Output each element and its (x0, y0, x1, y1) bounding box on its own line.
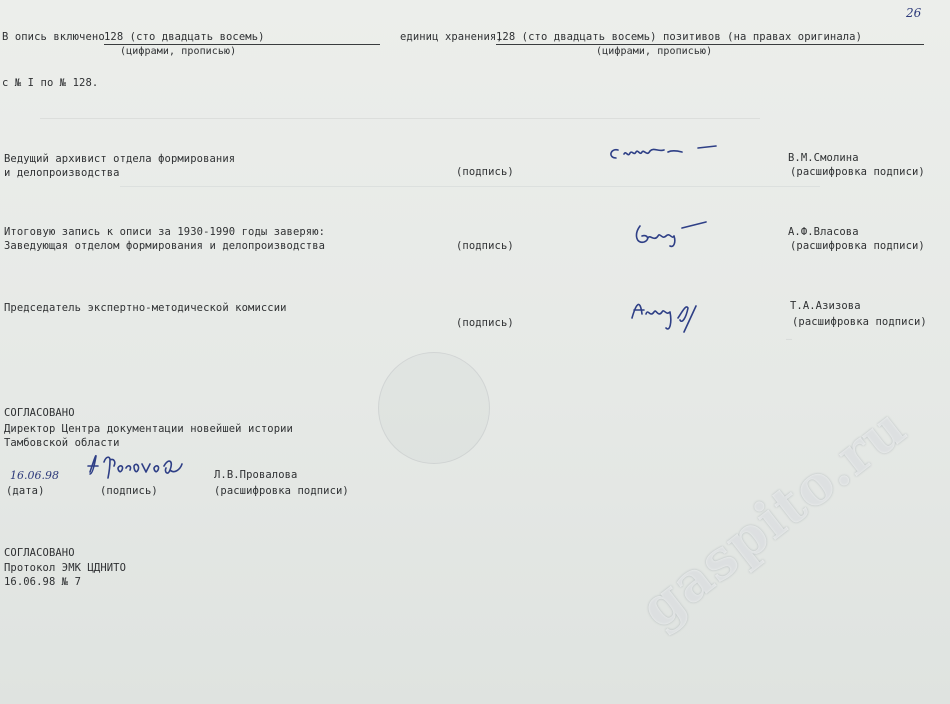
page-number: 26 (906, 6, 922, 20)
signatory-2-role-cont: Заведующая отделом формирования и делопроизводства (4, 240, 326, 252)
site-watermark: gaspito.ru (628, 394, 918, 641)
signature-2-image (630, 212, 720, 252)
bleed-through-text: — (786, 334, 793, 345)
director-title: Директор Центра документации новейшей истории (4, 423, 293, 435)
signatory-2-name: А.Ф.Власова (788, 226, 859, 238)
units-label: единиц хранения, (400, 31, 503, 43)
signatory-3-name-caption: (расшифровка подписи) (792, 316, 927, 328)
signatory-2-role: Итоговую запись к описи за 1930-1990 годы заверяю: (4, 226, 326, 238)
signatory-2-name-caption: (расшифровка подписи) (790, 240, 925, 252)
units-count-field: 128 (сто двадцать восемь) (104, 31, 380, 45)
bleed-through-line (40, 112, 760, 119)
signature-3-image (624, 288, 724, 336)
signatory-3-role: Председатель экспертно-методической комиссии (4, 302, 287, 314)
signatory-3-sign-label: (подпись) (456, 317, 514, 329)
caption-signature: (подпись) (100, 485, 158, 497)
director-region: Тамбовской области (4, 437, 120, 449)
positives-field: 128 (сто двадцать восемь) позитивов (на правах оригинала) (496, 31, 924, 45)
signatory-1-role-cont: и делопроизводства (4, 167, 120, 179)
director-signature-image (84, 448, 192, 488)
caption-digits-left: (цифрами, прописью) (120, 46, 237, 57)
handwritten-date: 16.06.98 (10, 469, 59, 482)
protocol-date-number: 16.06.98 № 7 (4, 576, 82, 588)
caption-name: (расшифровка подписи) (214, 485, 349, 497)
signature-1-image (604, 138, 724, 168)
bleed-through-line (120, 180, 820, 187)
protocol-approval-heading: СОГЛАСОВАНО (4, 547, 75, 559)
signatory-3-name: Т.А.Азизова (790, 300, 861, 312)
protocol-title: Протокол ЭМК ЦДНИТО (4, 562, 127, 574)
range-text: с № I по № 128. (2, 77, 99, 89)
director-approval-heading: СОГЛАСОВАНО (4, 407, 75, 419)
signatory-2-sign-label: (подпись) (456, 240, 514, 252)
included-prefix: В опись включено (2, 31, 105, 43)
signatory-1-role: Ведущий архивист отдела формирования (4, 153, 236, 165)
signatory-1-sign-label: (подпись) (456, 166, 514, 178)
caption-digits-right: (цифрами, прописью) (596, 46, 713, 57)
director-name: Л.В.Провалова (214, 469, 298, 481)
signatory-1-name-caption: (расшифровка подписи) (790, 166, 925, 178)
faint-stamp (378, 352, 490, 464)
signatory-1-name: В.М.Смолина (788, 152, 859, 164)
caption-date: (дата) (6, 485, 45, 497)
